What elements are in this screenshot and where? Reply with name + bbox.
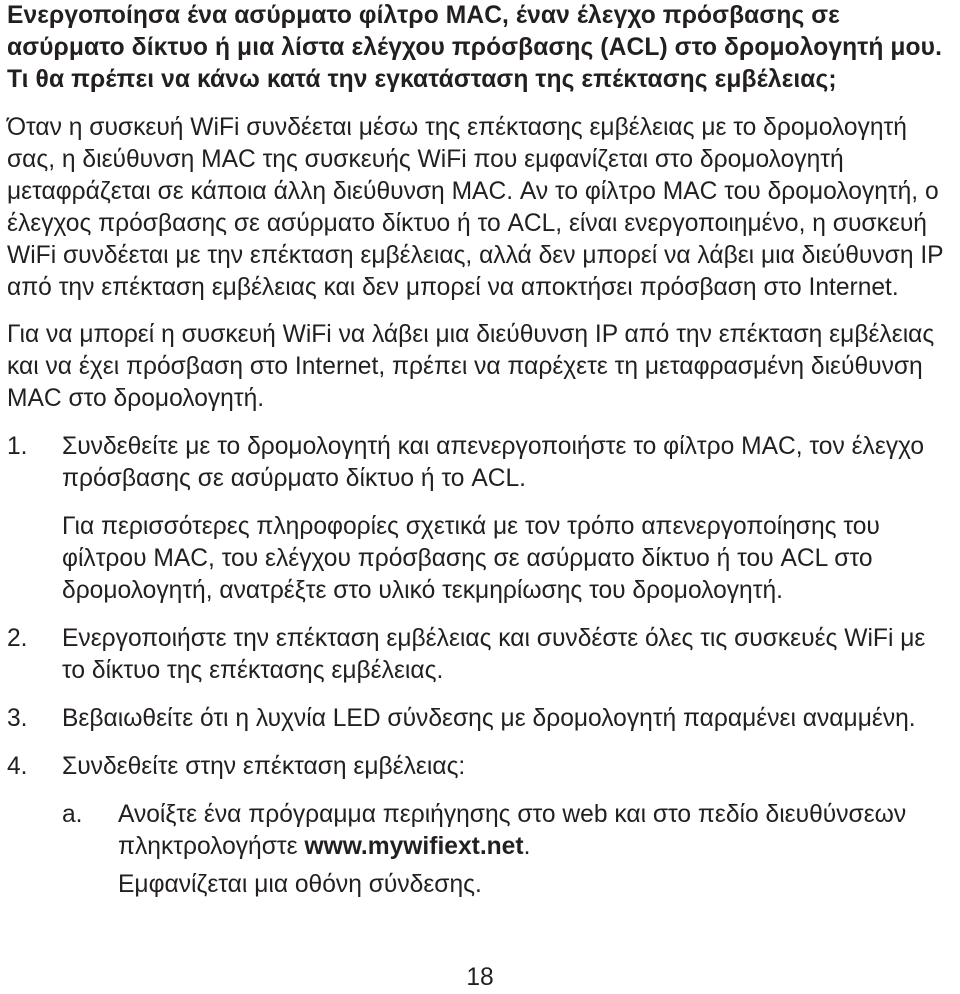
step-2 bbox=[7, 623, 953, 687]
step-note: Για περισσότερες πληροφορίες σχετικά με τον τρόπο απενεργοποίησης του φίλτρου MAC, του ελέγχου πρόσβασης σε ασύρματο δίκτυο ή του ACL στο δρομολογητή, ανατρέξτε στο υλικό τεκμηρίωσης του δρομολογητή. bbox=[62, 513, 880, 604]
steps-list bbox=[7, 431, 953, 901]
substep-result: Εμφανίζεται μια οθόνη σύνδεσης. bbox=[118, 871, 482, 898]
substep-letter: a. bbox=[62, 801, 83, 828]
step-text: Συνδεθείτε στην επέκταση εμβέλειας: bbox=[62, 753, 466, 780]
page-number: 18 bbox=[466, 964, 494, 991]
step-3 bbox=[7, 703, 953, 735]
requirement-paragraph: Για να μπορεί η συσκευή WiFi να λάβει μια διεύθυνση IP από την επέκταση εμβέλειας και να έχει πρόσβαση στο Internet, πρέπει να παρέχετε τη μεταφρασμένη διεύθυνση MAC στο δρομολογητή. bbox=[7, 321, 935, 412]
substep-text bbox=[118, 799, 953, 863]
substep-text-after: . bbox=[523, 833, 531, 860]
step-number: 1. bbox=[7, 433, 28, 460]
step-text: Ενεργοποιήστε την επέκταση εμβέλειας και συνδέστε όλες τις συσκευές WiFi με το δίκτυο της επέκτασης εμβέλειας. bbox=[62, 625, 926, 684]
step-number: 3. bbox=[7, 705, 28, 732]
document-page bbox=[7, 0, 953, 991]
step-text: Βεβαιωθείτε ότι η λυχνία LED σύνδεσης με δρομολογητή παραμένει αναμμένη. bbox=[62, 705, 916, 732]
step-number: 4. bbox=[7, 753, 28, 780]
substep-text-before: Ανοίξτε ένα πρόγραμμα περιήγησης στο web και στο πεδίο διευθύνσεων πληκτρολογήστε bbox=[118, 801, 907, 860]
step-1 bbox=[7, 431, 953, 607]
setup-url: www.mywifiext.net bbox=[304, 833, 524, 860]
faq-question-heading: Ενεργοποίησα ένα ασύρματο φίλτρο MAC, έναν έλεγχο πρόσβασης σε ασύρματο δίκτυο ή μια λίστα ελέγχου πρόσβασης (ACL) στο δρομολογητή μου. Τι θα πρέπει να κάνω κατά την εγκατάσταση της επέκτασης εμβέλειας; bbox=[7, 2, 943, 93]
step-4 bbox=[7, 751, 953, 783]
step-text: Συνδεθείτε με το δρομολογητή και απενεργοποιήστε το φίλτρο MAC, τον έλεγχο πρόσβασης σε ασύρματο δίκτυο ή το ACL. bbox=[62, 433, 925, 492]
step-number: 2. bbox=[7, 625, 28, 652]
substep-a bbox=[7, 799, 953, 901]
explanation-paragraph: Όταν η συσκευή WiFi συνδέεται μέσω της επέκτασης εμβέλειας με το δρομολογητή σας, η διεύθυνση MAC της συσκευής WiFi που εμφανίζεται στο δρομολογητή μεταφράζεται σε κάποια άλλη διεύθυνση MAC. Αν το φίλτρο MAC του δρομολογητή, ο έλεγχος πρόσβασης σε ασύρματο δίκτυο ή το ACL, είναι ενεργοποιημένο, η συσκευή WiFi συνδέεται με την επέκταση εμβέλειας, αλλά δεν μπορεί να λάβει μια διεύθυνση IP από την επέκταση εμβέλειας και δεν μπορεί να αποκτήσει πρόσβαση στο Internet. bbox=[7, 114, 944, 301]
